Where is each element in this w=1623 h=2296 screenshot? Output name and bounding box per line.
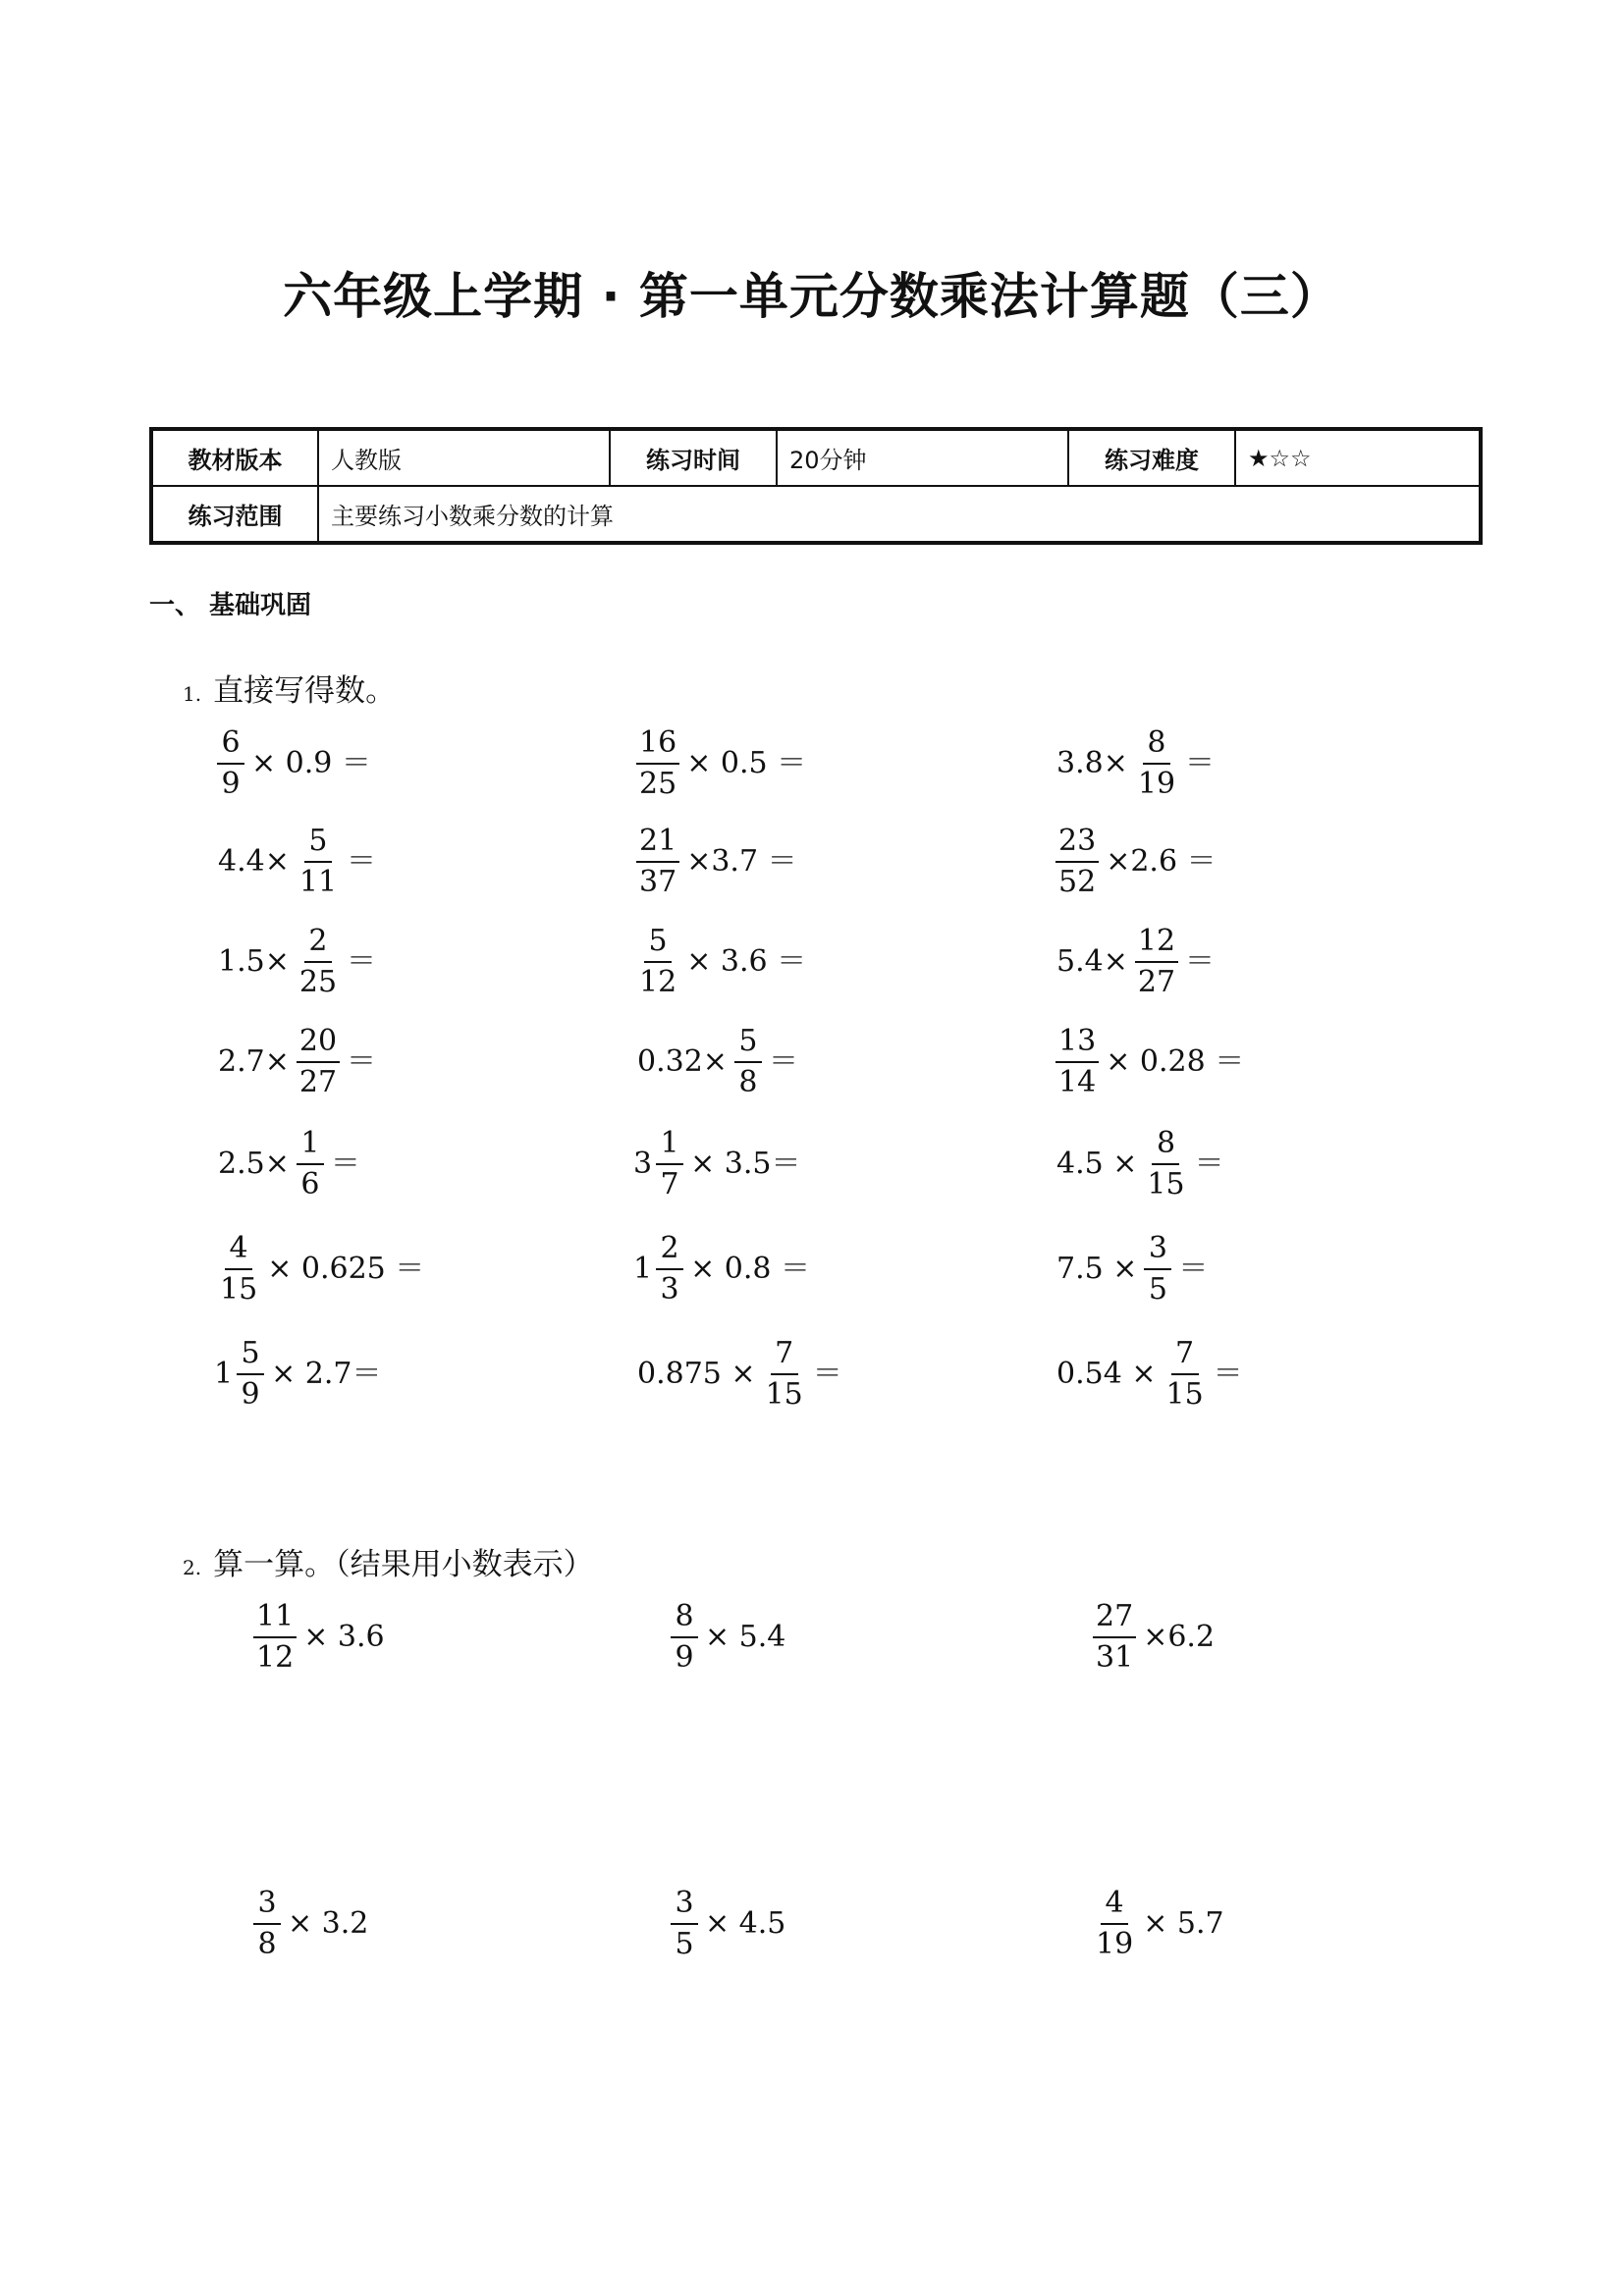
numerator: 7 bbox=[771, 1339, 798, 1375]
fraction bbox=[656, 1126, 683, 1201]
numerator: 5 bbox=[237, 1339, 264, 1375]
question-instruction: 直接写得数。 bbox=[213, 673, 397, 709]
operation-tail: ＝ bbox=[1185, 746, 1216, 780]
operation-tail: × 5.7 bbox=[1143, 1906, 1224, 1941]
question-number: 2. bbox=[183, 1556, 202, 1579]
operation-tail: ＝ bbox=[1185, 944, 1216, 979]
operation-tail: ×6.2 bbox=[1143, 1620, 1216, 1654]
fraction bbox=[217, 725, 244, 801]
numerator: 8 bbox=[1152, 1129, 1179, 1165]
operation-tail: × 2.7＝ bbox=[271, 1357, 382, 1391]
numerator: 8 bbox=[671, 1602, 698, 1638]
denominator: 15 bbox=[220, 1272, 258, 1307]
operation-tail: ＝ bbox=[1178, 1252, 1209, 1286]
operation-tail: ＝ bbox=[812, 1357, 842, 1391]
denominator: 5 bbox=[1148, 1272, 1167, 1307]
fraction bbox=[1055, 824, 1099, 899]
scope-label: 练习范围 bbox=[151, 486, 318, 543]
fraction bbox=[671, 1599, 698, 1675]
denominator: 25 bbox=[298, 965, 338, 999]
fraction bbox=[253, 1599, 297, 1675]
exercise-item bbox=[633, 913, 810, 1011]
numerator: 5 bbox=[304, 827, 332, 863]
numerator: 20 bbox=[297, 1027, 340, 1063]
exercise-item bbox=[214, 1325, 385, 1423]
operation-tail: × 0.8 ＝ bbox=[690, 1252, 811, 1286]
textbook-value: 人教版 bbox=[318, 429, 610, 486]
exercise-item bbox=[1053, 715, 1218, 813]
operation-tail: ＝ bbox=[330, 1147, 360, 1181]
info-table bbox=[149, 427, 1483, 545]
operation-tail: ×3.7 ＝ bbox=[686, 844, 797, 879]
operation-tail: ＝ bbox=[347, 944, 377, 979]
exercise-item bbox=[633, 813, 801, 911]
question-2-heading bbox=[183, 1539, 594, 1583]
exercise-item bbox=[633, 1220, 814, 1318]
operation-tail: × 0.9 ＝ bbox=[251, 746, 371, 780]
calculation-item bbox=[668, 1588, 789, 1686]
denominator: 11 bbox=[298, 865, 338, 899]
numerator: 4 bbox=[225, 1234, 252, 1270]
multiplier: 4.4× bbox=[218, 844, 290, 879]
denominator: 8 bbox=[257, 1927, 277, 1961]
operation-tail: ＝ bbox=[1194, 1147, 1224, 1181]
denominator: 52 bbox=[1058, 865, 1097, 899]
numerator: 5 bbox=[734, 1027, 762, 1063]
exercise-item bbox=[1053, 1325, 1247, 1423]
multiplier: 5.4× bbox=[1056, 944, 1128, 979]
numerator: 1 bbox=[297, 1129, 324, 1165]
denominator: 9 bbox=[241, 1377, 260, 1412]
denominator: 9 bbox=[221, 767, 241, 801]
fraction bbox=[671, 1886, 698, 1961]
numerator: 3 bbox=[1144, 1234, 1171, 1270]
mixed-whole: 1 bbox=[214, 1357, 234, 1391]
multiplier: 0.875 × bbox=[637, 1357, 756, 1391]
calculation-item bbox=[250, 1875, 372, 1973]
operation-tail: × 0.5 ＝ bbox=[686, 746, 807, 780]
exercise-item bbox=[214, 1220, 428, 1318]
fraction bbox=[297, 924, 340, 999]
mixed-whole: 3 bbox=[633, 1147, 653, 1181]
exercise-item bbox=[214, 1013, 380, 1111]
exercise-item bbox=[214, 913, 380, 1011]
exercise-item bbox=[1053, 1115, 1228, 1213]
operation-tail: ×2.6 ＝ bbox=[1106, 844, 1217, 879]
operation-tail: × 3.6 bbox=[303, 1620, 385, 1654]
page-title: 六年级上学期 · 第一单元分数乘法计算题（三） bbox=[283, 268, 1340, 325]
denominator: 19 bbox=[1137, 767, 1176, 801]
numerator: 5 bbox=[644, 927, 672, 963]
section-heading: 一、 基础巩固 bbox=[149, 591, 312, 620]
fraction bbox=[237, 1336, 264, 1412]
time-value: 20分钟 bbox=[777, 429, 1068, 486]
denominator: 27 bbox=[298, 1065, 338, 1099]
calculation-item bbox=[1090, 1588, 1218, 1686]
operation-tail: ＝ bbox=[347, 1044, 377, 1079]
multiplier: 1.5× bbox=[218, 944, 290, 979]
denominator: 15 bbox=[1165, 1377, 1204, 1412]
exercise-item bbox=[633, 1013, 802, 1111]
fraction bbox=[1144, 1231, 1171, 1307]
operation-tail: × 4.5 bbox=[705, 1906, 786, 1941]
denominator: 31 bbox=[1096, 1640, 1134, 1675]
multiplier: 3.8× bbox=[1056, 746, 1128, 780]
exercise-item bbox=[633, 1115, 804, 1213]
multiplier: 7.5 × bbox=[1056, 1252, 1138, 1286]
exercise-item bbox=[1053, 813, 1220, 911]
question-number: 1. bbox=[183, 682, 202, 706]
fraction bbox=[1093, 1886, 1136, 1961]
numerator: 12 bbox=[1135, 927, 1178, 963]
fraction bbox=[636, 824, 679, 899]
fraction bbox=[1055, 1024, 1099, 1099]
exercise-item bbox=[633, 1325, 846, 1423]
operation-tail: × 3.5＝ bbox=[690, 1147, 801, 1181]
numerator: 11 bbox=[253, 1602, 297, 1638]
denominator: 12 bbox=[639, 965, 677, 999]
fraction bbox=[1093, 1599, 1136, 1675]
denominator: 3 bbox=[660, 1272, 679, 1307]
exercise-item bbox=[633, 715, 810, 813]
question-instruction: 算一算。（结果用小数表示） bbox=[213, 1547, 594, 1582]
numerator: 16 bbox=[636, 728, 679, 765]
denominator: 27 bbox=[1137, 965, 1176, 999]
operation-tail: ＝ bbox=[1213, 1357, 1243, 1391]
multiplier: 4.5 × bbox=[1056, 1147, 1138, 1181]
numerator: 1 bbox=[656, 1129, 683, 1165]
exercise-item bbox=[214, 1115, 364, 1213]
denominator: 37 bbox=[639, 865, 677, 899]
numerator: 23 bbox=[1055, 827, 1099, 863]
calculation-item bbox=[1090, 1875, 1228, 1973]
fraction bbox=[734, 1024, 762, 1099]
numerator: 21 bbox=[636, 827, 679, 863]
fraction bbox=[1135, 725, 1178, 801]
denominator: 8 bbox=[738, 1065, 758, 1099]
exercise-item bbox=[1053, 1013, 1248, 1111]
numerator: 4 bbox=[1101, 1889, 1128, 1925]
fraction bbox=[656, 1231, 683, 1307]
numerator: 6 bbox=[217, 728, 244, 765]
denominator: 15 bbox=[765, 1377, 803, 1412]
fraction bbox=[636, 924, 679, 999]
fraction bbox=[253, 1886, 281, 1961]
multiplier: 0.54 × bbox=[1056, 1357, 1157, 1391]
fraction bbox=[297, 824, 340, 899]
question-1-heading bbox=[183, 666, 396, 710]
numerator: 3 bbox=[671, 1889, 698, 1925]
fraction bbox=[1163, 1336, 1206, 1412]
numerator: 2 bbox=[304, 927, 332, 963]
denominator: 25 bbox=[639, 767, 677, 801]
exercise-item bbox=[214, 715, 375, 813]
numerator: 13 bbox=[1055, 1027, 1099, 1063]
textbook-label: 教材版本 bbox=[151, 429, 318, 486]
fraction bbox=[1144, 1126, 1187, 1201]
operation-tail: × 5.4 bbox=[705, 1620, 786, 1654]
denominator: 6 bbox=[300, 1167, 320, 1201]
exercise-item bbox=[1053, 1220, 1212, 1318]
difficulty-label: 练习难度 bbox=[1068, 429, 1235, 486]
exercise-item bbox=[214, 813, 380, 911]
numerator: 8 bbox=[1143, 728, 1170, 765]
operation-tail: × 3.6 ＝ bbox=[686, 944, 807, 979]
denominator: 5 bbox=[675, 1927, 694, 1961]
operation-tail: ＝ bbox=[347, 844, 377, 879]
numerator: 2 bbox=[656, 1234, 683, 1270]
fraction bbox=[636, 725, 679, 801]
numerator: 3 bbox=[253, 1889, 281, 1925]
fraction bbox=[763, 1336, 806, 1412]
denominator: 12 bbox=[256, 1640, 295, 1675]
numerator: 27 bbox=[1093, 1602, 1136, 1638]
fraction bbox=[297, 1126, 324, 1201]
numerator: 7 bbox=[1171, 1339, 1199, 1375]
mixed-whole: 1 bbox=[633, 1252, 653, 1286]
calculation-item bbox=[250, 1588, 389, 1686]
denominator: 14 bbox=[1058, 1065, 1097, 1099]
operation-tail: ＝ bbox=[768, 1044, 798, 1079]
multiplier: 2.5× bbox=[218, 1147, 290, 1181]
difficulty-value: ★☆☆ bbox=[1235, 429, 1481, 486]
fraction bbox=[1135, 924, 1178, 999]
operation-tail: × 0.625 ＝ bbox=[267, 1252, 425, 1286]
operation-tail: × 0.28 ＝ bbox=[1106, 1044, 1245, 1079]
exercise-item bbox=[1053, 913, 1218, 1011]
multiplier: 0.32× bbox=[637, 1044, 728, 1079]
denominator: 7 bbox=[660, 1167, 679, 1201]
time-label: 练习时间 bbox=[610, 429, 777, 486]
denominator: 15 bbox=[1147, 1167, 1185, 1201]
fraction bbox=[297, 1024, 340, 1099]
fraction bbox=[217, 1231, 260, 1307]
denominator: 9 bbox=[675, 1640, 694, 1675]
calculation-item bbox=[668, 1875, 789, 1973]
operation-tail: × 3.2 bbox=[288, 1906, 369, 1941]
denominator: 19 bbox=[1096, 1927, 1134, 1961]
scope-value: 主要练习小数乘分数的计算 bbox=[318, 486, 1481, 543]
multiplier: 2.7× bbox=[218, 1044, 290, 1079]
